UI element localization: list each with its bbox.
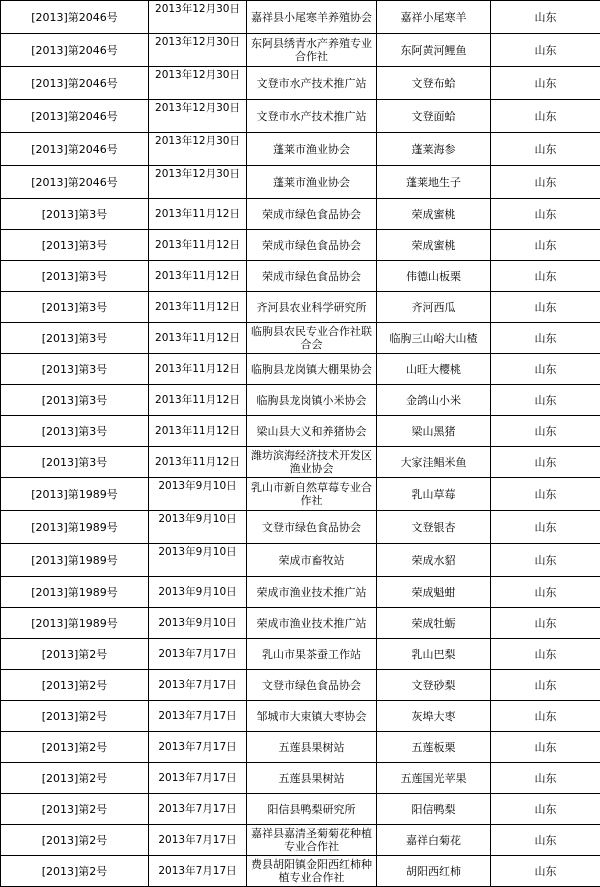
province-cell: 山东 bbox=[491, 1, 600, 34]
province-cell: 山东 bbox=[491, 608, 600, 639]
applicant-organization-cell: 费县胡阳镇金阳西红柿种植专业合作社 bbox=[247, 856, 377, 887]
applicant-organization-cell: 阳信县鸭梨研究所 bbox=[247, 794, 377, 825]
province-cell: 山东 bbox=[491, 100, 600, 133]
approval-date-cell: 2013年9月10日 bbox=[149, 478, 247, 511]
table-row bbox=[1, 230, 600, 261]
approval-number-cell: [2013]第2046号 bbox=[1, 100, 149, 133]
table-row bbox=[1, 34, 600, 67]
approval-date-cell: 2013年7月17日 bbox=[149, 794, 247, 825]
approval-date-cell: 2013年9月10日 bbox=[149, 608, 247, 639]
product-name-cell: 伟德山板栗 bbox=[377, 261, 491, 292]
province-cell: 山东 bbox=[491, 447, 600, 478]
approval-date-cell: 2013年12月30日 bbox=[149, 34, 247, 67]
applicant-organization-cell: 潍坊滨海经济技术开发区渔业协会 bbox=[247, 447, 377, 478]
province-cell: 山东 bbox=[491, 67, 600, 100]
approval-number-cell: [2013]第3号 bbox=[1, 385, 149, 416]
product-name-cell: 文登砂梨 bbox=[377, 670, 491, 701]
table-row bbox=[1, 385, 600, 416]
approval-date-cell: 2013年11月12日 bbox=[149, 354, 247, 385]
product-name-cell: 乳山巴梨 bbox=[377, 639, 491, 670]
approval-date-cell: 2013年11月12日 bbox=[149, 323, 247, 354]
product-name-cell: 胡阳西红柿 bbox=[377, 856, 491, 887]
province-cell: 山东 bbox=[491, 323, 600, 354]
approval-date-cell: 2013年7月17日 bbox=[149, 825, 247, 856]
applicant-organization-cell: 荣成市渔业技术推广站 bbox=[247, 577, 377, 608]
applicant-organization-cell: 嘉祥县小尾寒羊养殖协会 bbox=[247, 1, 377, 34]
product-name-cell: 文登银杏 bbox=[377, 511, 491, 544]
approval-number-cell: [2013]第2号 bbox=[1, 701, 149, 732]
approval-number-cell: [2013]第3号 bbox=[1, 292, 149, 323]
approval-date-cell: 2013年7月17日 bbox=[149, 856, 247, 887]
applicant-organization-cell: 荣成市绿色食品协会 bbox=[247, 261, 377, 292]
applicant-organization-cell: 东阿县绣青水产养殖专业合作社 bbox=[247, 34, 377, 67]
approval-number-cell: [2013]第2046号 bbox=[1, 166, 149, 199]
approval-number-cell: [2013]第2号 bbox=[1, 732, 149, 763]
approval-date-cell: 2013年7月17日 bbox=[149, 670, 247, 701]
applicant-organization-cell: 乳山市新自然草莓专业合作社 bbox=[247, 478, 377, 511]
table-row bbox=[1, 447, 600, 478]
product-name-cell: 阳信鸭梨 bbox=[377, 794, 491, 825]
product-name-cell: 蓬莱海参 bbox=[377, 133, 491, 166]
approval-number-cell: [2013]第2046号 bbox=[1, 133, 149, 166]
applicant-organization-cell: 临朐县龙岗镇大棚果协会 bbox=[247, 354, 377, 385]
approval-number-cell: [2013]第2号 bbox=[1, 639, 149, 670]
table-row bbox=[1, 1, 600, 34]
table-row bbox=[1, 639, 600, 670]
province-cell: 山东 bbox=[491, 478, 600, 511]
applicant-organization-cell: 梁山县大义和养猪协会 bbox=[247, 416, 377, 447]
table-row bbox=[1, 100, 600, 133]
product-name-cell: 梁山黑猪 bbox=[377, 416, 491, 447]
province-cell: 山东 bbox=[491, 292, 600, 323]
province-cell: 山东 bbox=[491, 577, 600, 608]
approval-number-cell: [2013]第3号 bbox=[1, 261, 149, 292]
approval-number-cell: [2013]第2号 bbox=[1, 794, 149, 825]
registry-table-body bbox=[1, 1, 600, 887]
applicant-organization-cell: 文登市水产技术推广站 bbox=[247, 100, 377, 133]
province-cell: 山东 bbox=[491, 354, 600, 385]
approval-number-cell: [2013]第1989号 bbox=[1, 478, 149, 511]
approval-number-cell: [2013]第1989号 bbox=[1, 544, 149, 577]
table-row bbox=[1, 856, 600, 887]
product-name-cell: 临朐三山峪大山楂 bbox=[377, 323, 491, 354]
approval-number-cell: [2013]第2号 bbox=[1, 825, 149, 856]
applicant-organization-cell: 荣成市绿色食品协会 bbox=[247, 230, 377, 261]
table-row bbox=[1, 608, 600, 639]
approval-date-cell: 2013年9月10日 bbox=[149, 577, 247, 608]
approval-date-cell: 2013年11月12日 bbox=[149, 385, 247, 416]
product-name-cell: 灰埠大枣 bbox=[377, 701, 491, 732]
applicant-organization-cell: 蓬莱市渔业协会 bbox=[247, 166, 377, 199]
product-name-cell: 荣成牡蛎 bbox=[377, 608, 491, 639]
applicant-organization-cell: 五莲县果树站 bbox=[247, 763, 377, 794]
table-row bbox=[1, 67, 600, 100]
applicant-organization-cell: 五莲县果树站 bbox=[247, 732, 377, 763]
table-row bbox=[1, 292, 600, 323]
province-cell: 山东 bbox=[491, 701, 600, 732]
approval-date-cell: 2013年12月30日 bbox=[149, 67, 247, 100]
approval-date-cell: 2013年11月12日 bbox=[149, 447, 247, 478]
approval-number-cell: [2013]第1989号 bbox=[1, 608, 149, 639]
approval-date-cell: 2013年7月17日 bbox=[149, 639, 247, 670]
approval-number-cell: [2013]第3号 bbox=[1, 323, 149, 354]
province-cell: 山东 bbox=[491, 670, 600, 701]
province-cell: 山东 bbox=[491, 230, 600, 261]
applicant-organization-cell: 荣成市畜牧站 bbox=[247, 544, 377, 577]
product-name-cell: 荣成魁蚶 bbox=[377, 577, 491, 608]
product-name-cell: 嘉祥小尾寒羊 bbox=[377, 1, 491, 34]
table-row bbox=[1, 354, 600, 385]
applicant-organization-cell: 齐河县农业科学研究所 bbox=[247, 292, 377, 323]
province-cell: 山东 bbox=[491, 416, 600, 447]
applicant-organization-cell: 文登市绿色食品协会 bbox=[247, 670, 377, 701]
approval-number-cell: [2013]第3号 bbox=[1, 447, 149, 478]
product-name-cell: 山旺大樱桃 bbox=[377, 354, 491, 385]
applicant-organization-cell: 邹城市大束镇大枣协会 bbox=[247, 701, 377, 732]
province-cell: 山东 bbox=[491, 199, 600, 230]
approval-date-cell: 2013年12月30日 bbox=[149, 166, 247, 199]
approval-number-cell: [2013]第3号 bbox=[1, 354, 149, 385]
product-name-cell: 荣成蜜桃 bbox=[377, 230, 491, 261]
table-row bbox=[1, 670, 600, 701]
approval-number-cell: [2013]第1989号 bbox=[1, 511, 149, 544]
province-cell: 山东 bbox=[491, 856, 600, 887]
table-row bbox=[1, 825, 600, 856]
approval-date-cell: 2013年12月30日 bbox=[149, 1, 247, 34]
approval-date-cell: 2013年7月17日 bbox=[149, 732, 247, 763]
approval-number-cell: [2013]第3号 bbox=[1, 416, 149, 447]
table-row bbox=[1, 701, 600, 732]
product-name-cell: 荣成水貂 bbox=[377, 544, 491, 577]
approval-number-cell: [2013]第2046号 bbox=[1, 1, 149, 34]
approval-date-cell: 2013年7月17日 bbox=[149, 701, 247, 732]
approval-number-cell: [2013]第2号 bbox=[1, 670, 149, 701]
product-name-cell: 荣成蜜桃 bbox=[377, 199, 491, 230]
province-cell: 山东 bbox=[491, 34, 600, 67]
approval-date-cell: 2013年12月30日 bbox=[149, 100, 247, 133]
province-cell: 山东 bbox=[491, 133, 600, 166]
product-name-cell: 五莲板栗 bbox=[377, 732, 491, 763]
table-row bbox=[1, 323, 600, 354]
applicant-organization-cell: 文登市绿色食品协会 bbox=[247, 511, 377, 544]
table-row bbox=[1, 794, 600, 825]
table-row bbox=[1, 544, 600, 577]
applicant-organization-cell: 荣成市绿色食品协会 bbox=[247, 199, 377, 230]
approval-number-cell: [2013]第3号 bbox=[1, 199, 149, 230]
approval-number-cell: [2013]第2046号 bbox=[1, 67, 149, 100]
applicant-organization-cell: 乳山市果茶蚕工作站 bbox=[247, 639, 377, 670]
approval-number-cell: [2013]第1989号 bbox=[1, 577, 149, 608]
table-row bbox=[1, 577, 600, 608]
approval-date-cell: 2013年7月17日 bbox=[149, 763, 247, 794]
table-row bbox=[1, 416, 600, 447]
product-name-cell: 五莲国光苹果 bbox=[377, 763, 491, 794]
product-name-cell: 金鸽山小米 bbox=[377, 385, 491, 416]
applicant-organization-cell: 嘉祥县嘉清圣菊菊花种植专业合作社 bbox=[247, 825, 377, 856]
province-cell: 山东 bbox=[491, 261, 600, 292]
approval-date-cell: 2013年9月10日 bbox=[149, 511, 247, 544]
approval-date-cell: 2013年11月12日 bbox=[149, 416, 247, 447]
product-name-cell: 齐河西瓜 bbox=[377, 292, 491, 323]
product-name-cell: 嘉祥白菊花 bbox=[377, 825, 491, 856]
product-name-cell: 蓬莱地生子 bbox=[377, 166, 491, 199]
table-row bbox=[1, 763, 600, 794]
table-row bbox=[1, 133, 600, 166]
applicant-organization-cell: 荣成市渔业技术推广站 bbox=[247, 608, 377, 639]
approval-date-cell: 2013年9月10日 bbox=[149, 544, 247, 577]
province-cell: 山东 bbox=[491, 544, 600, 577]
province-cell: 山东 bbox=[491, 732, 600, 763]
approval-date-cell: 2013年11月12日 bbox=[149, 199, 247, 230]
approval-date-cell: 2013年11月12日 bbox=[149, 230, 247, 261]
province-cell: 山东 bbox=[491, 385, 600, 416]
approval-date-cell: 2013年12月30日 bbox=[149, 133, 247, 166]
approval-date-cell: 2013年11月12日 bbox=[149, 261, 247, 292]
product-name-cell: 文登面蛤 bbox=[377, 100, 491, 133]
province-cell: 山东 bbox=[491, 825, 600, 856]
table-row bbox=[1, 511, 600, 544]
applicant-organization-cell: 文登市水产技术推广站 bbox=[247, 67, 377, 100]
table-row bbox=[1, 732, 600, 763]
table-row bbox=[1, 199, 600, 230]
approval-number-cell: [2013]第2号 bbox=[1, 856, 149, 887]
approval-number-cell: [2013]第2046号 bbox=[1, 34, 149, 67]
table-row bbox=[1, 261, 600, 292]
product-name-cell: 乳山草莓 bbox=[377, 478, 491, 511]
province-cell: 山东 bbox=[491, 763, 600, 794]
applicant-organization-cell: 临朐县龙岗镇小米协会 bbox=[247, 385, 377, 416]
product-name-cell: 文登布蛤 bbox=[377, 67, 491, 100]
province-cell: 山东 bbox=[491, 639, 600, 670]
approval-date-cell: 2013年11月12日 bbox=[149, 292, 247, 323]
product-name-cell: 大家洼鲳米鱼 bbox=[377, 447, 491, 478]
applicant-organization-cell: 蓬莱市渔业协会 bbox=[247, 133, 377, 166]
table-row bbox=[1, 166, 600, 199]
product-name-cell: 东阿黄河鲤鱼 bbox=[377, 34, 491, 67]
table-row bbox=[1, 478, 600, 511]
approval-number-cell: [2013]第2号 bbox=[1, 763, 149, 794]
province-cell: 山东 bbox=[491, 166, 600, 199]
approval-number-cell: [2013]第3号 bbox=[1, 230, 149, 261]
province-cell: 山东 bbox=[491, 511, 600, 544]
applicant-organization-cell: 临朐县农民专业合作社联合会 bbox=[247, 323, 377, 354]
province-cell: 山东 bbox=[491, 794, 600, 825]
